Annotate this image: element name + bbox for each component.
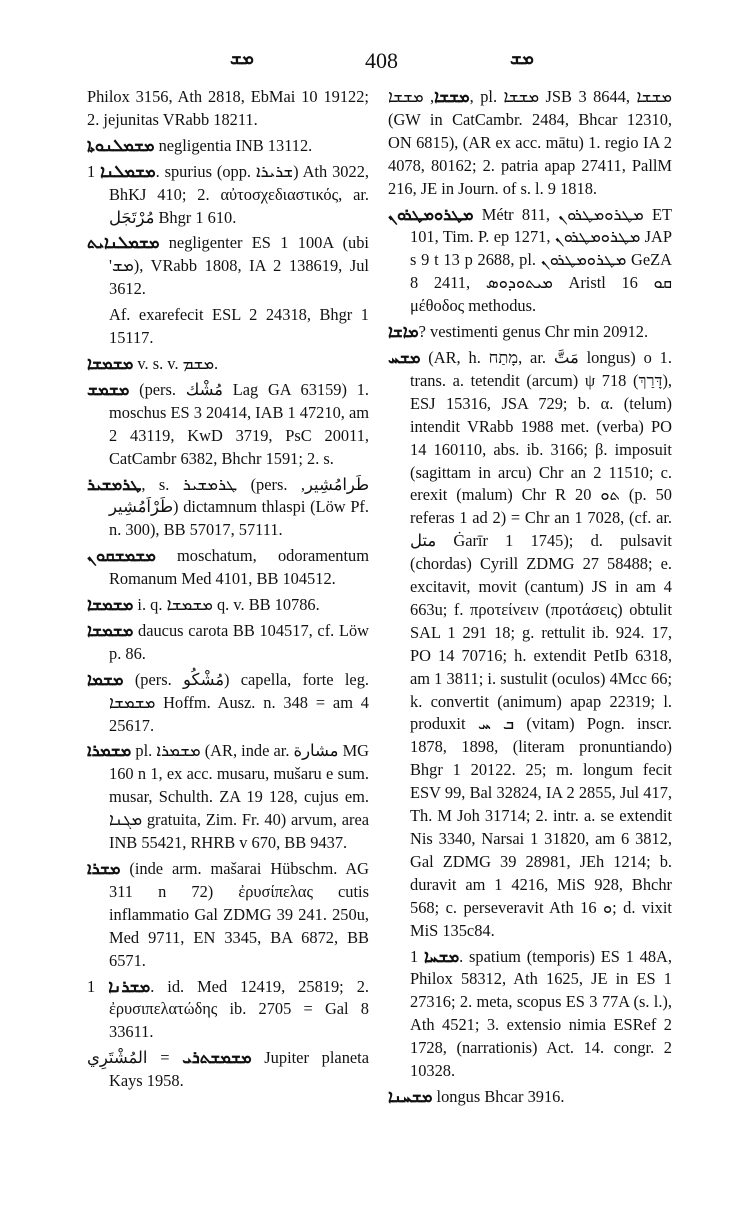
- entry-headword: ܡܫܡܠܢܘܬܐ: [87, 135, 155, 155]
- entry-headword: ܡܫܡܫܬܪܝ: [182, 1048, 252, 1068]
- page-number: 408: [365, 48, 398, 73]
- dictionary-entry: [388, 1086, 672, 1109]
- dictionary-entry: [87, 304, 369, 350]
- entry-text: negligenter ES 1 100A (ubi 'ܡܫ), VRabb 1808, IA 2 138619, Jul 3612.: [109, 233, 369, 299]
- entry-headword: ܡܫܡܠܢܐܝܬ: [87, 233, 160, 253]
- entry-text: (AR, h. מָתַח, ar. مَتَّ longus) o 1. trans. a. tetendit (arcum) ψ 718 (דָּרַךְ), ESJ 15316, JSA 729; b. α. (telum) intendit VRabb 1988 met. (verba) PO 14 160110, abs. ib. 3166; β. imposuit (sagittam in arcu) Chr an 2 11510; c. erexit (malum) Chr R ܬܘ 20 (p. 50 referas 1 ad 2) = Chr an 1 7028, (cf. ar. متل Ġarīr 1 1745); d. pulsavit (chordas) Cyrill ZDMG 27 58488; e. excitavit, movit (cantum) JS in am 4 663u; f. προτείνειν (προτάσεις) obtulit SAL 1 291 18; g. rettulit ib. 924. 17, PO 14 70716; h. extendit PetIb 6318, am 1 3811; i. sustulit (oculos) 4Mcc 66; k. convertit (animum) apap 22319; l. produxit ܒ ܚ (vitam) Pogn. inscr. 1878, 1898, (literam pronuntiando) Bhgr 1 20122. 25; m. longum fecit ESV 99, Bal 32824, IA 2 2855, Jul 417, Th. M Joh 31714; 2. intr. a. se extendit Nis 3340, Narsai 1 31820, am 6 3812, Gal ZDMG 39 28981, JEh 1214; b. duravit am 1 4216, MiS 928, Bhchr 568; c. perseveravit Ath ܘ 16; d. vixit MiS 135c84.: [410, 347, 672, 940]
- entry-headword: ܛܪܡܫܝܪ: [87, 474, 142, 494]
- dictionary-entry: [87, 161, 369, 230]
- entry-text: negligentia INB 13112.: [154, 135, 313, 155]
- entry-text: Philox 3156, Ath 2818, EbMai 10 19122; 2. jejunitas VRabb 18211.: [87, 87, 369, 129]
- entry-text: (inde arm. mašarai Hübschm. AG 311 n 72) ἐρυσίπελας cutis inflammatio Gal ZDMG 39 241. 250u, Med 9711, EN 3345, BA 6872, BB 6571.: [109, 859, 369, 970]
- dictionary-entry: [87, 669, 369, 738]
- right-column: [388, 86, 672, 1112]
- entry-headword: ܡܫܡܐ: [87, 669, 124, 689]
- dictionary-entry: [87, 976, 369, 1045]
- entry-headword: ܡܫܡܫܐ: [87, 595, 134, 615]
- entry-text: Af. exarefecit ESL 2 24318, Bhgr 1 15117.: [109, 305, 369, 348]
- entry-text: = المُشْتَرِي Jupiter planeta Kays 1958.: [87, 1048, 369, 1091]
- entry-text: , ܡܫܫܐ, pl. ܡܫܫܐ JSB 3 8644, ܡܫܫܐ (GW in CatCambr. 2484, Bhcar 12310, ON 6815), (AR ex acc. mātu) 1. regio IA 2 4078, 80162; 2. patria apap 27411, PallM 216, JE in Journ. of s. l. 9 1818.: [388, 87, 672, 198]
- entry-text: v. s. v. ܡܫܡ.: [133, 353, 219, 373]
- entry-headword: ܡܫܡܠܢܐ: [100, 161, 156, 181]
- entry-text: (pers. مُشْكُو) capella, forte leg. ܡܫܡܫܐ Hoffm. Ausz. n. 348 = am 4 25617.: [109, 669, 369, 735]
- entry-headword: ܡܫܡܫܐ: [87, 620, 134, 640]
- dictionary-entry: [87, 135, 369, 158]
- entry-headword: ܡܐܫܐ: [388, 322, 419, 342]
- dictionary-entry: [388, 347, 672, 943]
- dictionary-entry: [87, 545, 369, 591]
- dictionary-entry: [87, 620, 369, 666]
- entry-headword: ܡܫܚܐ: [423, 946, 460, 966]
- dictionary-entry: [87, 1047, 369, 1093]
- entry-text: Métr 811, ܡܛܪܘܡܛܪܘܢ ET 101, Tim. P. ep 1271, ܡܛܪܘܡܛܪܘܢ JAP s 9 t 13 p 2688, pl. ܡܛܪܘܡܛܪܘܢ GeZA 8 2411, ܡܝܬܘܕܘܣ Aristl ܩܘ 16 μέθοδος methodus.: [410, 204, 673, 316]
- entry-headword: ܡܫܡܫܐ: [87, 353, 134, 373]
- entry-headword: ܡܛܪܘܡܛܪܘܢ: [388, 204, 474, 224]
- dictionary-entry: [87, 474, 369, 543]
- dictionary-entry: [87, 594, 369, 617]
- entry-text: (pers. مُشْك Lag GA 63159) 1. moschus ES 3 20414, IAB 1 47210, am 2 43119, KwD 3719, PsC 20011, CatCambr 6382, Bhchr 1591; 2. s.: [109, 379, 369, 468]
- page-header: [0, 44, 750, 76]
- entry-text: moschatum, odoramentum Romanum Med 4101, BB 104512.: [109, 546, 369, 589]
- dictionary-entry: [87, 86, 369, 132]
- entry-headword: ܡܫܡܫܩܘܢ: [87, 546, 156, 566]
- entry-headword: ܡܫܡܪܐ: [87, 741, 132, 761]
- entry-headword: ܡܫܚܢܐ: [388, 1086, 433, 1106]
- entry-headword: ܡܫܚ: [388, 347, 421, 367]
- entry-headword: ܡܫܪܢܐ: [108, 976, 151, 996]
- entry-headword: ܡܫܪܐ: [87, 859, 121, 878]
- entry-headword: ܡܫܡܫ: [87, 379, 130, 399]
- dictionary-entry: [388, 946, 672, 1083]
- entry-text: 1. spatium (temporis) ES 1 48A, Philox 58312, Ath 1625, JE in ES 1 27316; 2. meta, scopus ES 3 77A (s. l.), Ath 4521; 3. extensio nimia ESRef 2 1728, (narrationis) Act. 14. congr. 2 10328.: [410, 946, 672, 1081]
- running-head-left: ܡܫ: [230, 48, 254, 69]
- dictionary-entry: [87, 353, 369, 376]
- entry-text: 1. spurius (opp. ܫܪܝܪܐ) Ath 3022, BhKJ 410; 2. αὐτοσχεδιαστικός, ar. مُرْتَجَل Bhgr 1 610.: [87, 161, 369, 227]
- dictionary-entry: [388, 321, 672, 344]
- entry-text: , s. ܛܪܡܫܝܪ (pers. طَرامُشِير, طَرْاَمُشِير) dictamnum thlaspi (Löw Pf. n. 300), BB 57017, 57111.: [109, 474, 369, 540]
- dictionary-entry: [87, 858, 369, 973]
- dictionary-entry: [87, 379, 369, 471]
- left-column: [87, 86, 369, 1096]
- entry-headword: ܡܫܫܐ: [434, 87, 470, 106]
- dictionary-entry: [388, 204, 672, 319]
- entry-text: i. q. ܡܫܡܫܐ q. v. BB 10786.: [133, 595, 320, 615]
- dictionary-entry: [87, 740, 369, 855]
- entry-text: longus Bhcar 3916.: [432, 1086, 565, 1106]
- dictionary-entry: [87, 232, 369, 301]
- running-head-right: ܡܫ: [510, 48, 534, 69]
- entry-text: 1. id. Med 12419, 25819; 2. ἐρυσιπελατώδης ib. 2705 = Gal 8 33611.: [87, 976, 369, 1042]
- entry-text: pl. ܡܫܡܪܐ (AR, inde ar. مشارة MG 160 n 1, ex acc. musaru, mušaru e sum. musar, Schulth. ZA 19 128, cujus em. ܡܓܢܐ gratuita, Zim. Fr. 40) arvum, area INB 55421, RHRB v 670, BB 9437.: [109, 741, 369, 853]
- entry-text: daucus carota BB 104517, cf. Löw p. 86.: [109, 620, 369, 663]
- dictionary-entry: [388, 86, 672, 201]
- entry-text: ? vestimenti genus Chr min 20912.: [418, 322, 649, 342]
